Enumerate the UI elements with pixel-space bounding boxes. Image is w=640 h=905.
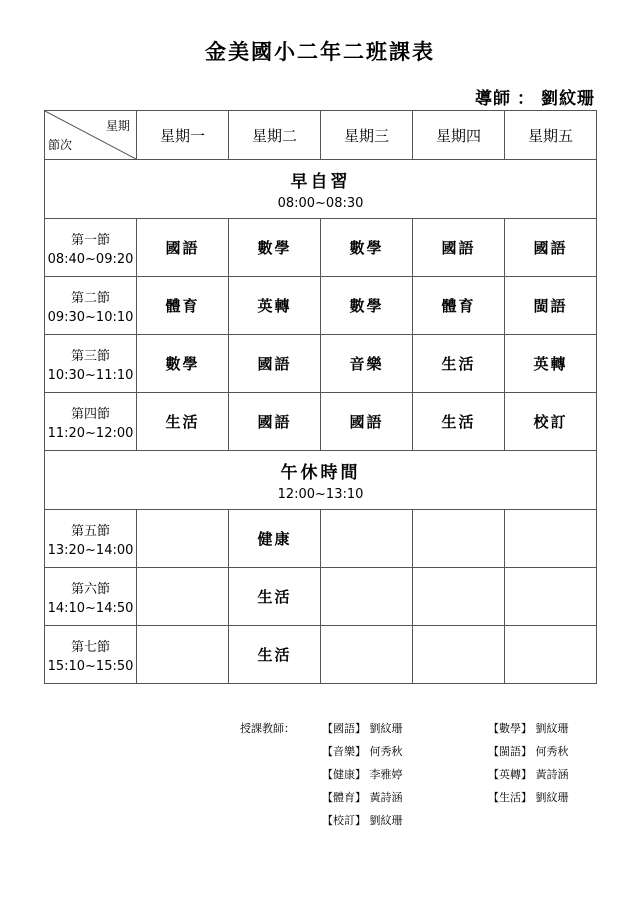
subject-cell: 生活	[229, 568, 321, 626]
mentor-line	[475, 84, 595, 109]
period-label-cell	[45, 277, 137, 335]
period-name: 第五節	[70, 523, 110, 539]
subject-cell	[137, 510, 229, 568]
corner-weekday-label: 星期	[105, 119, 130, 133]
teacher-entry: 【英轉】 黃詩涵	[488, 768, 569, 781]
day-header: 星期二	[229, 111, 321, 160]
schedule-table	[44, 110, 597, 684]
subject-cell	[137, 568, 229, 626]
subject-cell: 閩語	[505, 277, 597, 335]
subject-cell	[505, 626, 597, 684]
period-name: 第七節	[70, 639, 110, 655]
period-name: 第四節	[70, 406, 110, 422]
corner-period-label: 節次	[48, 138, 73, 152]
subject-cell: 生活	[413, 335, 505, 393]
period-name: 第二節	[70, 290, 110, 306]
day-header: 星期四	[413, 111, 505, 160]
subject-cell: 國語	[137, 219, 229, 277]
mentor-name: 劉紋珊	[541, 89, 595, 109]
lunch-band	[45, 451, 597, 510]
period-row	[45, 277, 597, 335]
period-time: 13:20~14:00	[47, 542, 134, 558]
morning-band-row	[45, 160, 597, 219]
subject-cell: 國語	[229, 393, 321, 451]
subject-cell	[413, 568, 505, 626]
subject-cell: 數學	[321, 219, 413, 277]
lunch-band-row	[45, 451, 597, 510]
lunch-band-time: 12:00~13:10	[277, 487, 364, 502]
period-name: 第一節	[70, 232, 110, 248]
subject-cell: 音樂	[321, 335, 413, 393]
subject-cell: 健康	[229, 510, 321, 568]
subject-cell: 校訂	[505, 393, 597, 451]
morning-band-title: 早自習	[290, 172, 351, 192]
subject-cell: 體育	[413, 277, 505, 335]
period-label-cell	[45, 335, 137, 393]
subject-cell: 生活	[229, 626, 321, 684]
period-time: 10:30~11:10	[47, 367, 134, 383]
period-row	[45, 335, 597, 393]
subject-cell: 國語	[229, 335, 321, 393]
period-label-cell	[45, 568, 137, 626]
day-header-row	[45, 111, 597, 160]
subject-cell: 數學	[137, 335, 229, 393]
subject-cell	[413, 626, 505, 684]
subject-cell: 國語	[321, 393, 413, 451]
lunch-band-title: 午休時間	[280, 463, 361, 483]
subject-cell	[505, 568, 597, 626]
subject-cell	[321, 510, 413, 568]
period-label-cell	[45, 626, 137, 684]
period-time: 11:20~12:00	[47, 425, 134, 441]
morning-band	[45, 160, 597, 219]
period-row	[45, 510, 597, 568]
mentor-label: 導師	[475, 89, 511, 109]
period-time: 08:40~09:20	[47, 251, 134, 267]
subject-cell: 數學	[229, 219, 321, 277]
subject-cell	[321, 568, 413, 626]
subject-cell: 體育	[137, 277, 229, 335]
subject-cell	[505, 510, 597, 568]
page-title: 金美國小二年二班課表	[205, 40, 435, 64]
subject-cell: 國語	[413, 219, 505, 277]
teacher-entry: 【體育】 黃詩涵	[322, 791, 403, 804]
day-header: 星期三	[321, 111, 413, 160]
period-time: 15:10~15:50	[47, 658, 134, 674]
afternoon-periods	[45, 510, 597, 684]
teacher-list-label: 授課教師：	[240, 722, 295, 735]
teacher-entry: 【閩語】 何秀秋	[488, 745, 569, 758]
subject-cell: 國語	[505, 219, 597, 277]
morning-periods	[45, 219, 597, 451]
subject-cell: 英轉	[229, 277, 321, 335]
subject-cell: 生活	[137, 393, 229, 451]
teacher-entry: 【音樂】 何秀秋	[322, 745, 403, 758]
period-row	[45, 393, 597, 451]
period-time: 09:30~10:10	[47, 309, 134, 325]
morning-band-time: 08:00~08:30	[277, 196, 364, 211]
day-header: 星期一	[137, 111, 229, 160]
period-row	[45, 626, 597, 684]
teacher-entry: 【生活】 劉紋珊	[488, 791, 569, 804]
period-row	[45, 568, 597, 626]
teacher-entry: 【健康】 李雅婷	[322, 768, 403, 781]
subject-cell: 英轉	[505, 335, 597, 393]
subject-cell: 數學	[321, 277, 413, 335]
subject-cell: 生活	[413, 393, 505, 451]
day-header: 星期五	[505, 111, 597, 160]
period-label-cell	[45, 510, 137, 568]
mentor-separator: ：	[517, 89, 535, 109]
teacher-entry: 【數學】 劉紋珊	[488, 722, 569, 735]
corner-cell	[45, 111, 137, 160]
subject-cell	[413, 510, 505, 568]
period-name: 第六節	[70, 581, 110, 597]
period-name: 第三節	[70, 348, 110, 364]
teacher-entry: 【國語】 劉紋珊	[322, 722, 403, 735]
period-label-cell	[45, 393, 137, 451]
period-time: 14:10~14:50	[47, 600, 134, 616]
subject-cell	[137, 626, 229, 684]
period-row	[45, 219, 597, 277]
period-label-cell	[45, 219, 137, 277]
subject-cell	[321, 626, 413, 684]
teacher-entry: 【校訂】 劉紋珊	[322, 814, 403, 827]
